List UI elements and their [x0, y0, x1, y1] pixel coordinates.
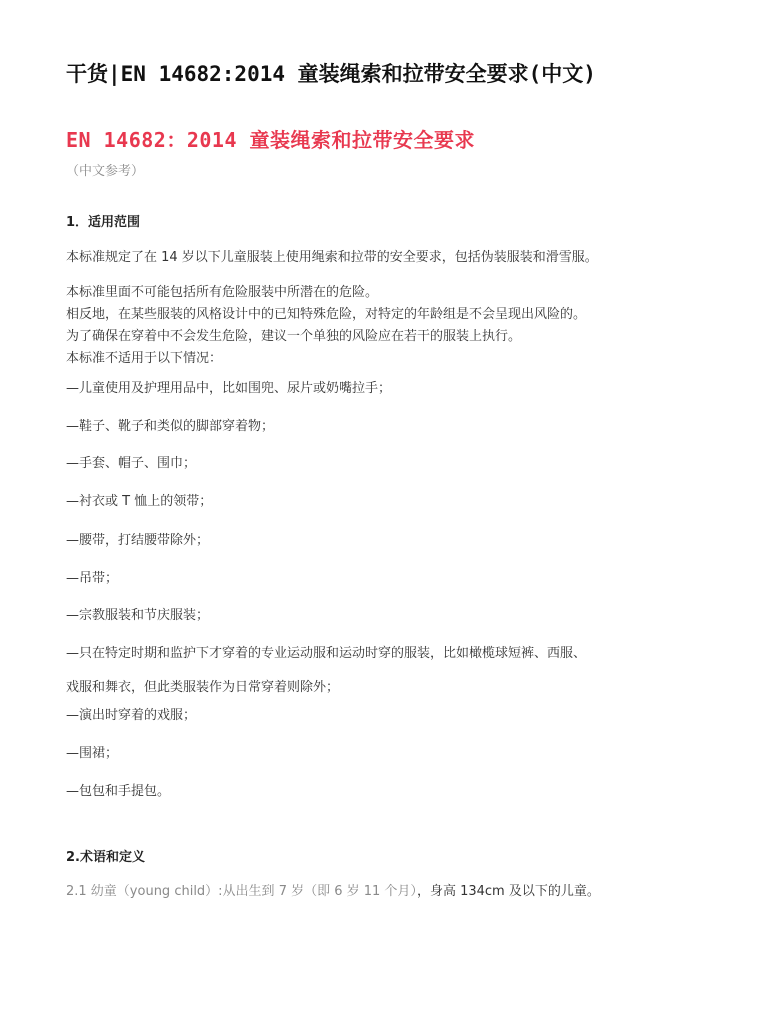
definition-2-1-term: 2.1 幼童（young child）:从出生到 7 岁（即 6 岁 11 个月）: [66, 884, 417, 899]
definition-2-1: [66, 883, 600, 901]
exclusion-item-continuation: 戏服和舞衣，但此类服装作为日常穿着则除外；: [66, 680, 340, 695]
scope-line-3: 为了确保在穿着中不会发生危险，建议一个单独的风险应在若干的服装上执行。: [66, 329, 522, 344]
exclusion-item: —宗教服装和节庆服装；: [66, 608, 210, 623]
scope-line-1: 本标准里面不可能包括所有危险服装中所潜在的危险。: [66, 285, 379, 300]
exclusion-item: —儿童使用及护理用品中，比如围兜、尿片或奶嘴拉手；: [66, 381, 392, 396]
exclusion-item: —腰带，打结腰带除外；: [66, 533, 210, 548]
section-2-title: 2.术语和定义: [66, 850, 145, 865]
exclusion-item: —鞋子、靴子和类似的脚部穿着物；: [66, 419, 275, 434]
section-1-title: 1．适用范围: [66, 215, 141, 230]
exclusion-item: —手套、帽子、围巾；: [66, 456, 197, 471]
exclusion-item: —只在特定时期和监护下才穿着的专业运动服和运动时穿的服装，比如橄榄球短裤、西服、: [66, 646, 587, 661]
document-title: 干货|EN 14682:2014 童装绳索和拉带安全要求(中文): [66, 62, 596, 86]
scope-line-4: 本标准不适用于以下情况：: [66, 351, 223, 366]
definition-2-1-tail: ，身高 134cm 及以下的儿童。: [416, 884, 600, 899]
exclusion-item: —衬衣或 T 恤上的领带；: [66, 494, 213, 509]
exclusion-item: —吊带；: [66, 571, 119, 586]
exclusion-item: —包包和手提包。: [66, 784, 171, 799]
exclusion-item: —演出时穿着的戏服；: [66, 708, 197, 723]
exclusion-item: —围裙；: [66, 746, 119, 761]
standard-heading: EN 14682：2014 童装绳索和拉带安全要求: [66, 128, 476, 152]
chinese-reference-note: （中文参考）: [66, 164, 145, 179]
scope-line-2: 相反地，在某些服装的风格设计中的已知特殊危险，对特定的年龄组是不会呈现出风险的。: [66, 307, 587, 322]
scope-paragraph: 本标准规定了在 14 岁以下儿童服装上使用绳索和拉带的安全要求，包括伪装服装和滑雪服。: [66, 250, 598, 265]
